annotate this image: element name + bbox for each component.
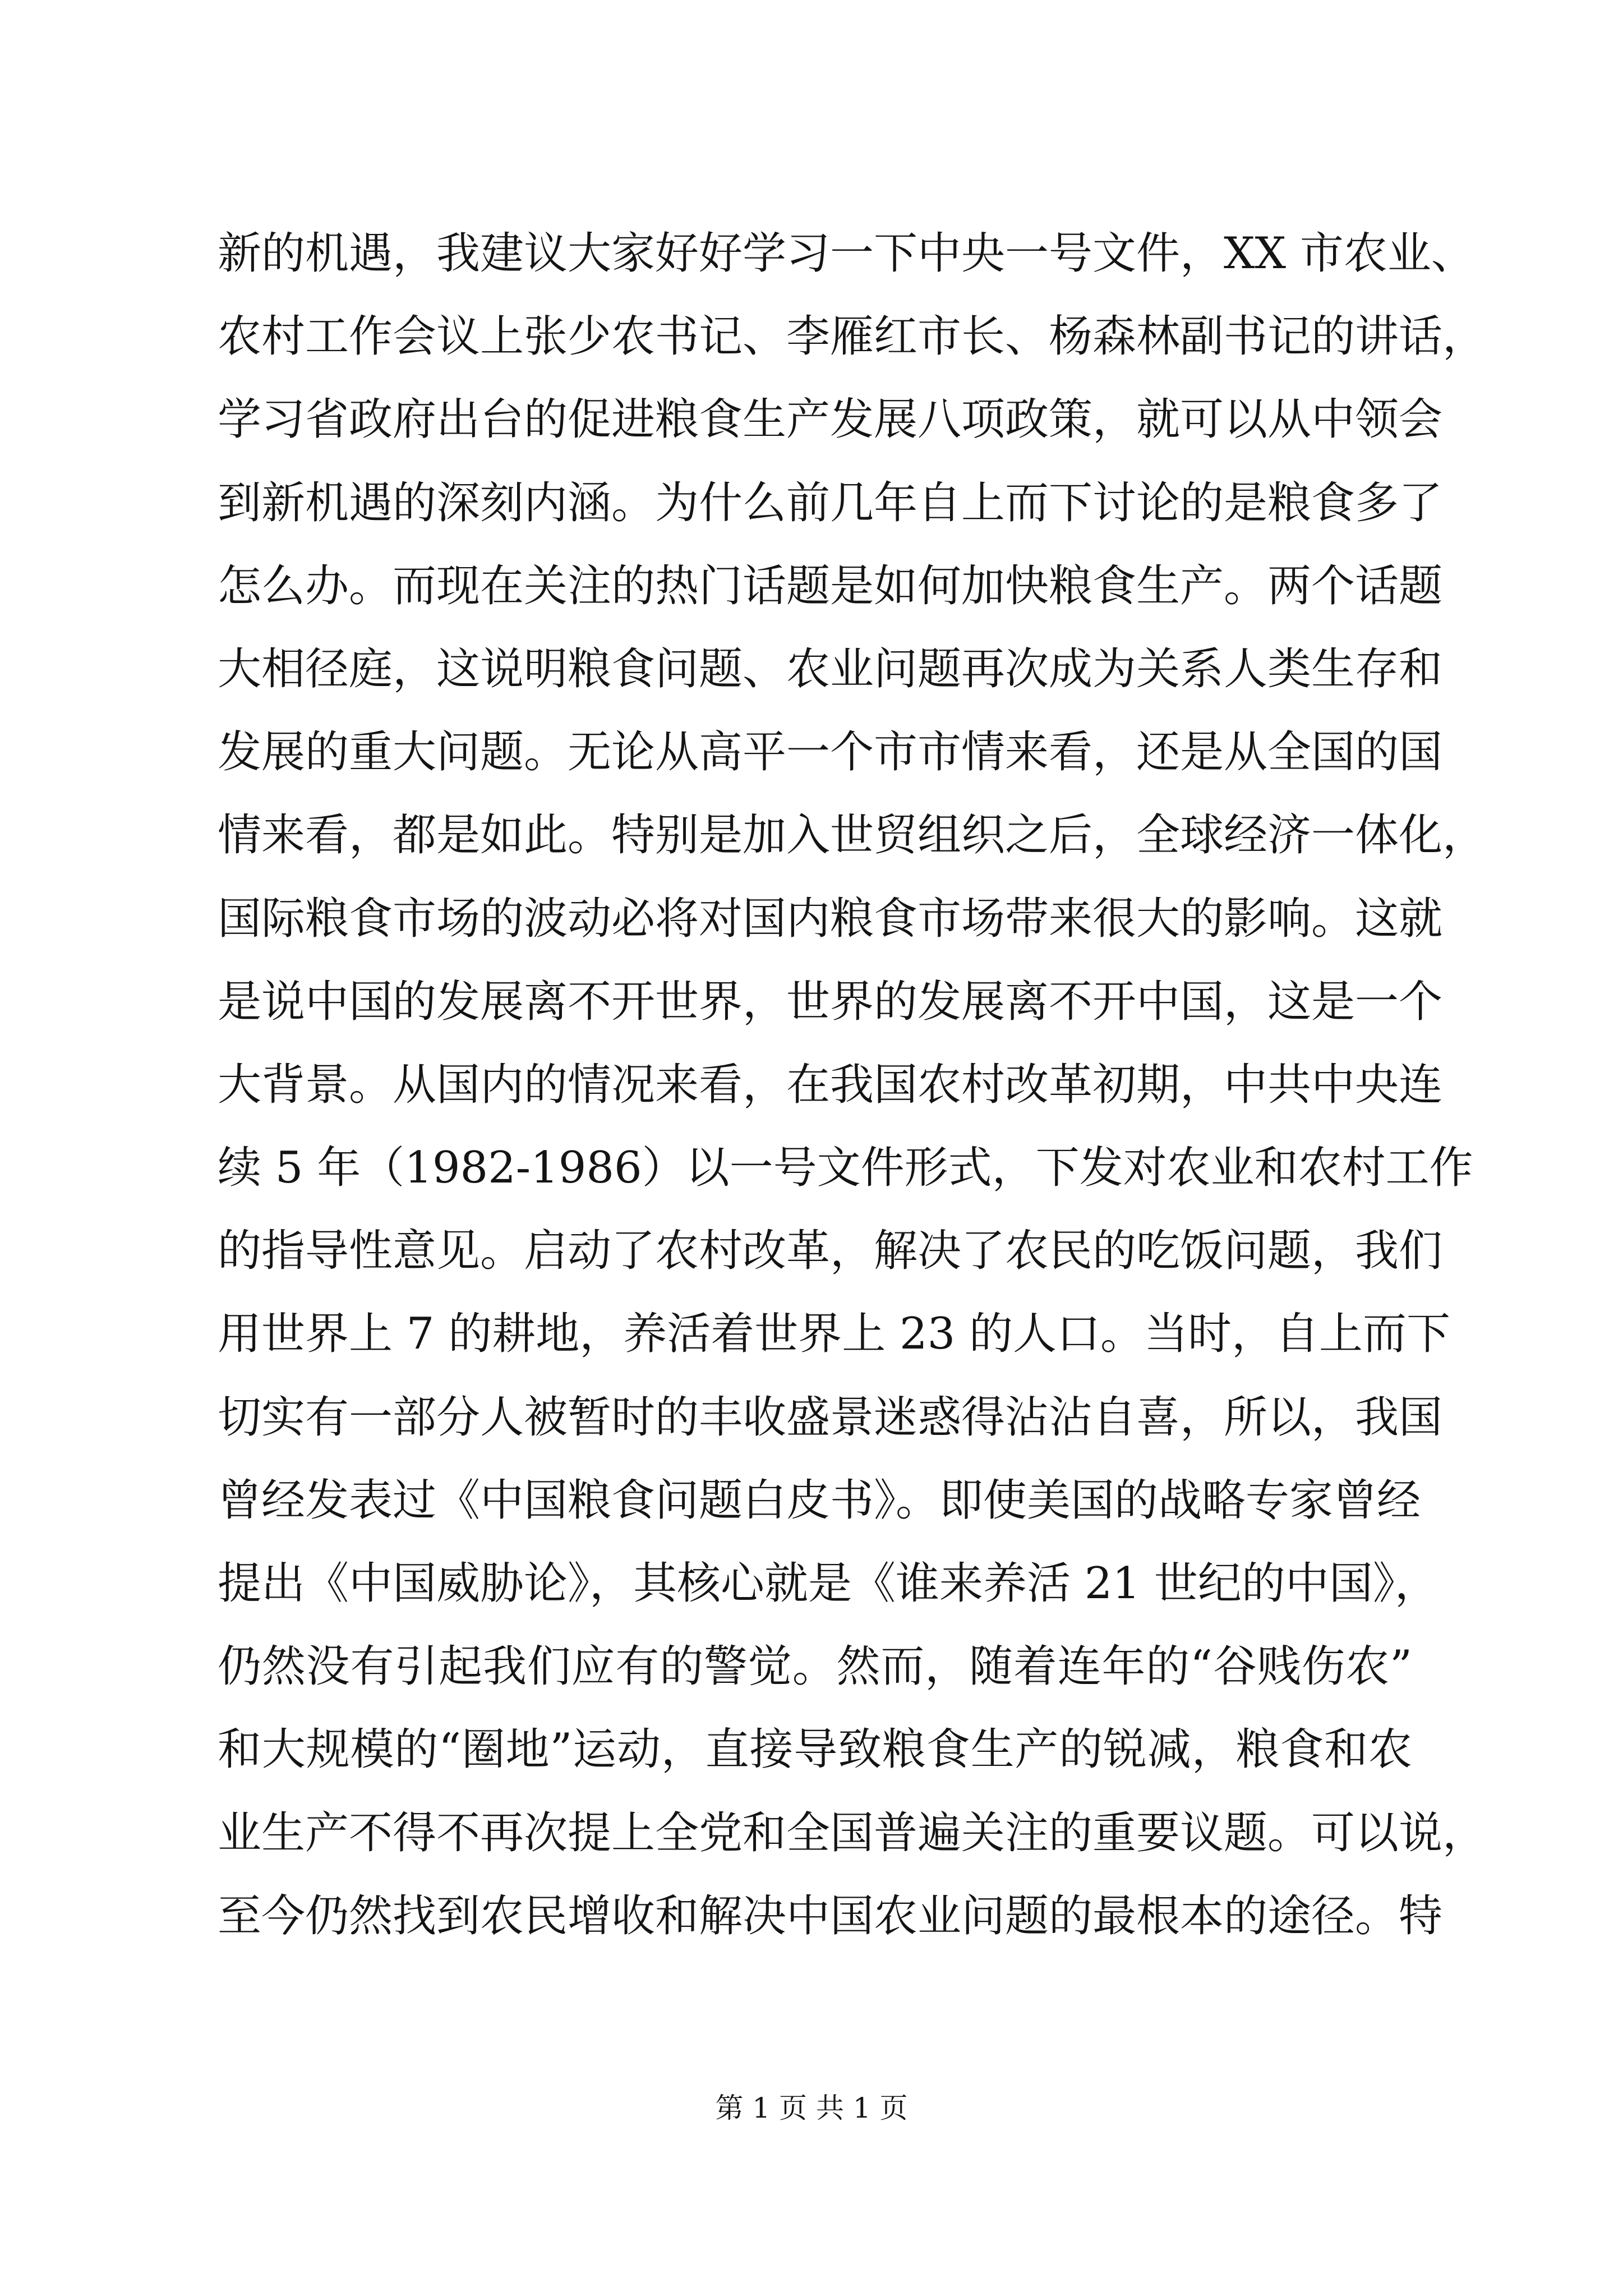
text-line: 大相径庭，这说明粮食问题、农业问题再次成为关系人类生存和	[218, 643, 1443, 694]
text-line: 切实有一部分人被暂时的丰收盛景迷惑得沾沾自喜，所以，我国	[218, 1392, 1443, 1443]
text-line: 至今仍然找到农民增收和解决中国农业问题的最根本的途径。特	[218, 1890, 1443, 1941]
body-text	[218, 212, 1487, 1958]
text-line: 曾经发表过《中国粮食问题白皮书》。即使美国的战略专家曾经	[218, 1475, 1421, 1526]
text-line: 提出《中国威胁论》，其核心就是《谁来养活 21 世纪的中国》，	[218, 1558, 1438, 1609]
text-line: 情来看，都是如此。特别是加入世贸组织之后，全球经济一体化，	[218, 810, 1487, 861]
text-line: 新的机遇，我建议大家好好学习一下中央一号文件，XX 市农业、	[218, 228, 1475, 279]
text-line: 和大规模的“圈地”运动，直接导致粮食生产的锐减，粮食和农	[218, 1724, 1412, 1775]
text-line: 发展的重大问题。无论从高平一个市市情来看，还是从全国的国	[218, 727, 1443, 778]
text-line: 仍然没有引起我们应有的警觉。然而，随着连年的“谷贱伤农”	[218, 1641, 1412, 1692]
text-line: 国际粮食市场的波动必将对国内粮食市场带来很大的影响。这就	[218, 893, 1443, 944]
text-line: 怎么办。而现在关注的热门话题是如何加快粮食生产。两个话题	[218, 560, 1443, 611]
text-line: 续 5 年（1982-1986）以一号文件形式，下发对农业和农村工作	[218, 1143, 1473, 1194]
text-line: 农村工作会议上张少农书记、李雁红市长、杨森林副书记的讲话，	[218, 311, 1487, 362]
text-line: 的指导性意见。启动了农村改革，解决了农民的吃饭问题，我们	[218, 1226, 1443, 1277]
text-line: 到新机遇的深刻内涵。为什么前几年自上而下讨论的是粮食多了	[218, 477, 1443, 528]
text-line: 业生产不得不再次提上全党和全国普遍关注的重要议题。可以说，	[218, 1807, 1487, 1858]
page-number-footer: 第 1 页 共 1 页	[715, 2092, 908, 2124]
text-line: 是说中国的发展离不开世界，世界的发展离不开中国，这是一个	[218, 976, 1443, 1027]
text-line: 用世界上 7 的耕地，养活着世界上 23 的人口。当时，自上而下	[218, 1309, 1451, 1360]
text-line: 学习省政府出台的促进粮食生产发展八项政策，就可以从中领会	[218, 394, 1443, 445]
text-line: 大背景。从国内的情况来看，在我国农村改革初期，中共中央连	[218, 1059, 1443, 1110]
